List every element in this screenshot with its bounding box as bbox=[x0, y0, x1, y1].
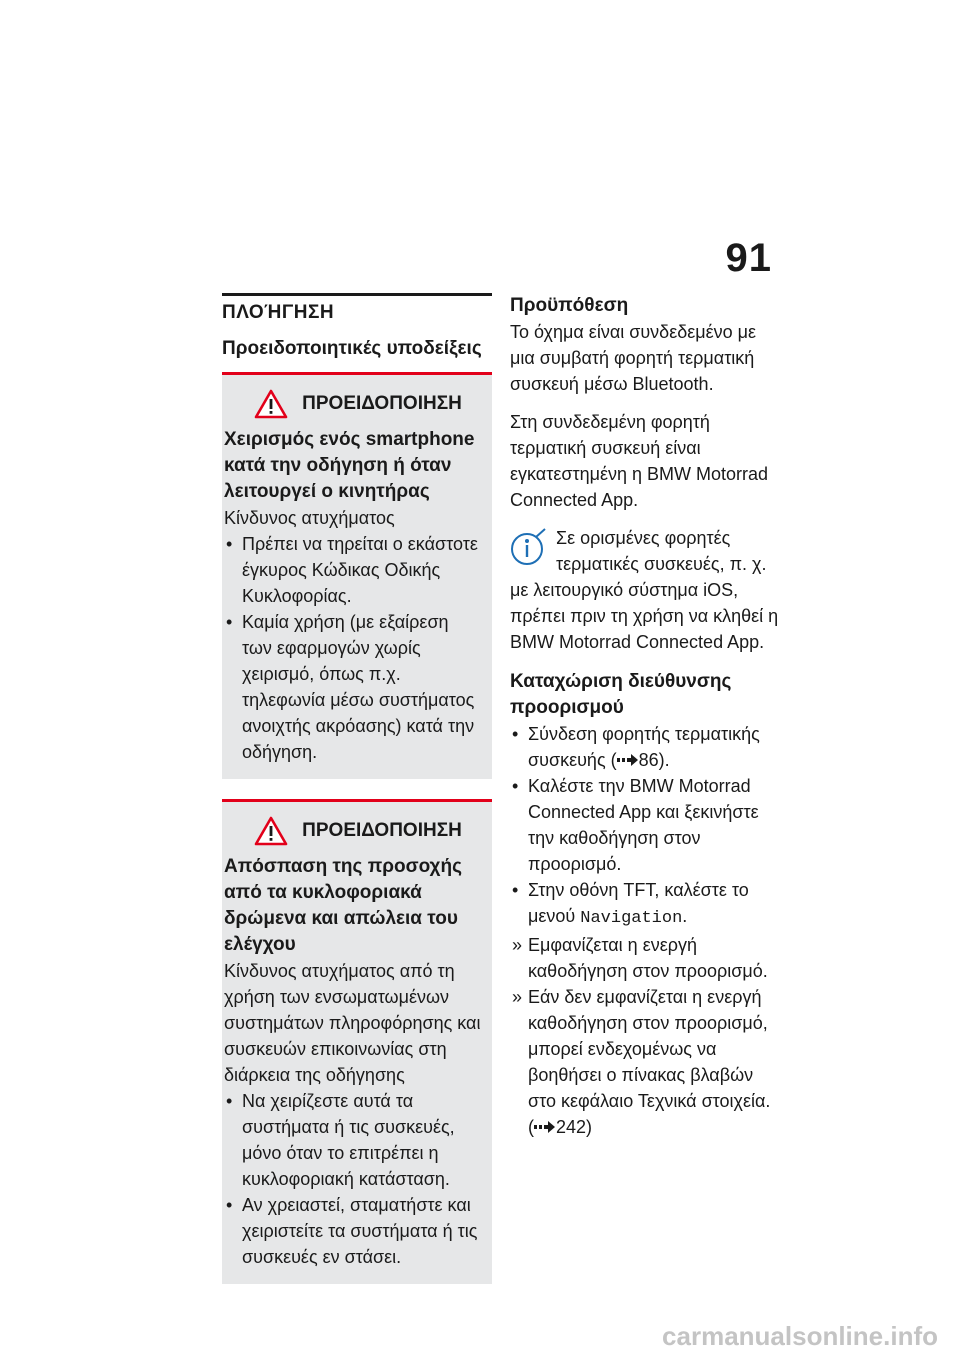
warning-label: ΠΡΟΕΙΔΟΠΟΙΗΣΗ bbox=[302, 820, 462, 841]
prerequisite-heading: Προϋπόθεση bbox=[510, 295, 629, 316]
bullet-item: • Καμία χρήση (με εξαίρεση των εφαρμογών χωρίς χειρισμό, όπως π.χ. τηλεφωνία μέσω συστήματος ανοιχτής ακρόασης) κατά την οδήγηση. bbox=[224, 609, 482, 765]
step-text: Στην οθόνη TFT, καλέστε το μενού bbox=[528, 880, 749, 926]
warning-triangle-icon bbox=[254, 816, 288, 846]
step-item bbox=[510, 721, 780, 773]
result-item bbox=[510, 984, 780, 1140]
page-reference-arrow-icon bbox=[534, 1120, 556, 1134]
result-item: » Εμφανίζεται η ενεργή καθοδήγηση στον προορισμό. bbox=[510, 932, 780, 984]
bullet-item: • Πρέπει να τηρείται ο εκάστοτε έγκυρος Κώδικας Οδικής Κυκλοφορίας. bbox=[224, 531, 482, 609]
page-number: 91 bbox=[725, 236, 772, 280]
prerequisite-text-1: Το όχημα είναι συνδεδεμένο με μια συμβατή φορητή τερματική συσκευή μέσω Bluetooth. bbox=[510, 322, 757, 394]
warning-header bbox=[224, 389, 482, 419]
warning-header bbox=[224, 816, 482, 846]
destination-steps bbox=[510, 721, 780, 932]
step-text-end: . bbox=[682, 906, 688, 926]
bullet-item: • Να χειρίζεστε αυτά τα συστήματα ή τις συσκευές, μόνο όταν το επιτρέπει η κυκλοφοριακή κατάσταση. bbox=[224, 1088, 482, 1192]
step-item: • Καλέστε την BMW Motorrad Connected App και ξεκινήστε την καθοδήγηση στον προορισμό. bbox=[510, 773, 780, 877]
warning-bullets bbox=[224, 1088, 482, 1270]
note-text: Σε ορισμένες φορητές τερματικές συσκευές, π. χ. με λειτουργικό σύστημα iOS, πρέπει πριν τη χρήση να κληθεί η BMW Motorrad Connected App. bbox=[510, 528, 779, 652]
subsection-title: Προειδοποιητικές υποδείξεις bbox=[222, 338, 482, 359]
left-column bbox=[222, 293, 492, 1284]
warning-heading: Απόσπαση της προσοχής από τα κυκλοφοριακά δρώμενα και απώλεια του ελέγχου bbox=[224, 856, 462, 955]
step-text-end: ). bbox=[658, 750, 670, 770]
destination-heading: Καταχώριση διεύθυνσης προορισμού bbox=[510, 671, 732, 718]
page-reference[interactable]: 242 bbox=[556, 1117, 587, 1137]
section-title: ΠΛΟΉΓΗΣΗ bbox=[222, 293, 492, 324]
warning-risk: Κίνδυνος ατυχήματος bbox=[224, 508, 395, 528]
ref-open: ( bbox=[528, 1117, 534, 1137]
warning-label: ΠΡΟΕΙΔΟΠΟΙΗΣΗ bbox=[302, 393, 462, 414]
ref-close: ) bbox=[586, 1117, 593, 1137]
page-reference-arrow-icon bbox=[617, 753, 639, 767]
warning-box-2 bbox=[222, 799, 492, 1284]
bullet-item: • Αν χρειαστεί, σταματήστε και χειριστείτε τα συστήματα ή τις συσκευές εν στάσει. bbox=[224, 1192, 482, 1270]
right-column bbox=[510, 293, 780, 1140]
page-reference[interactable]: 86 bbox=[638, 750, 659, 770]
prerequisite-text-2: Στη συνδεδεμένη φορητή τερματική συσκευή είναι εγκατεστημένη η BMW Motorrad Connected App. bbox=[510, 412, 769, 510]
result-text: Εάν δεν εμφανίζεται η ενεργή καθοδήγηση στον προορισμό, μπορεί ενδεχομένως να βοηθήσει ο πίνακας βλαβών στο κεφάλαιο Τεχνικά στοιχεία. bbox=[528, 987, 771, 1111]
step-text: Σύνδεση φορητής τερματικής συσκευής ( bbox=[528, 724, 760, 770]
warning-bullets bbox=[224, 531, 482, 765]
warning-heading: Χειρισμός ενός smartphone κατά την οδήγηση ή όταν λειτουργεί ο κινητήρας bbox=[224, 429, 475, 502]
info-icon bbox=[510, 527, 548, 567]
warning-triangle-icon bbox=[254, 389, 288, 419]
info-note bbox=[510, 525, 780, 655]
step-item bbox=[510, 877, 780, 932]
watermark: carmanualsonline.info bbox=[662, 1321, 938, 1351]
warning-box-1 bbox=[222, 372, 492, 779]
menu-name: Navigation bbox=[580, 909, 683, 928]
results bbox=[510, 932, 780, 1140]
warning-risk: Κίνδυνος ατυχήματος από τη χρήση των ενσωματωμένων συστημάτων πληροφόρησης και συσκευών επικοινωνίας στη διάρκεια της οδήγησης bbox=[224, 961, 481, 1085]
